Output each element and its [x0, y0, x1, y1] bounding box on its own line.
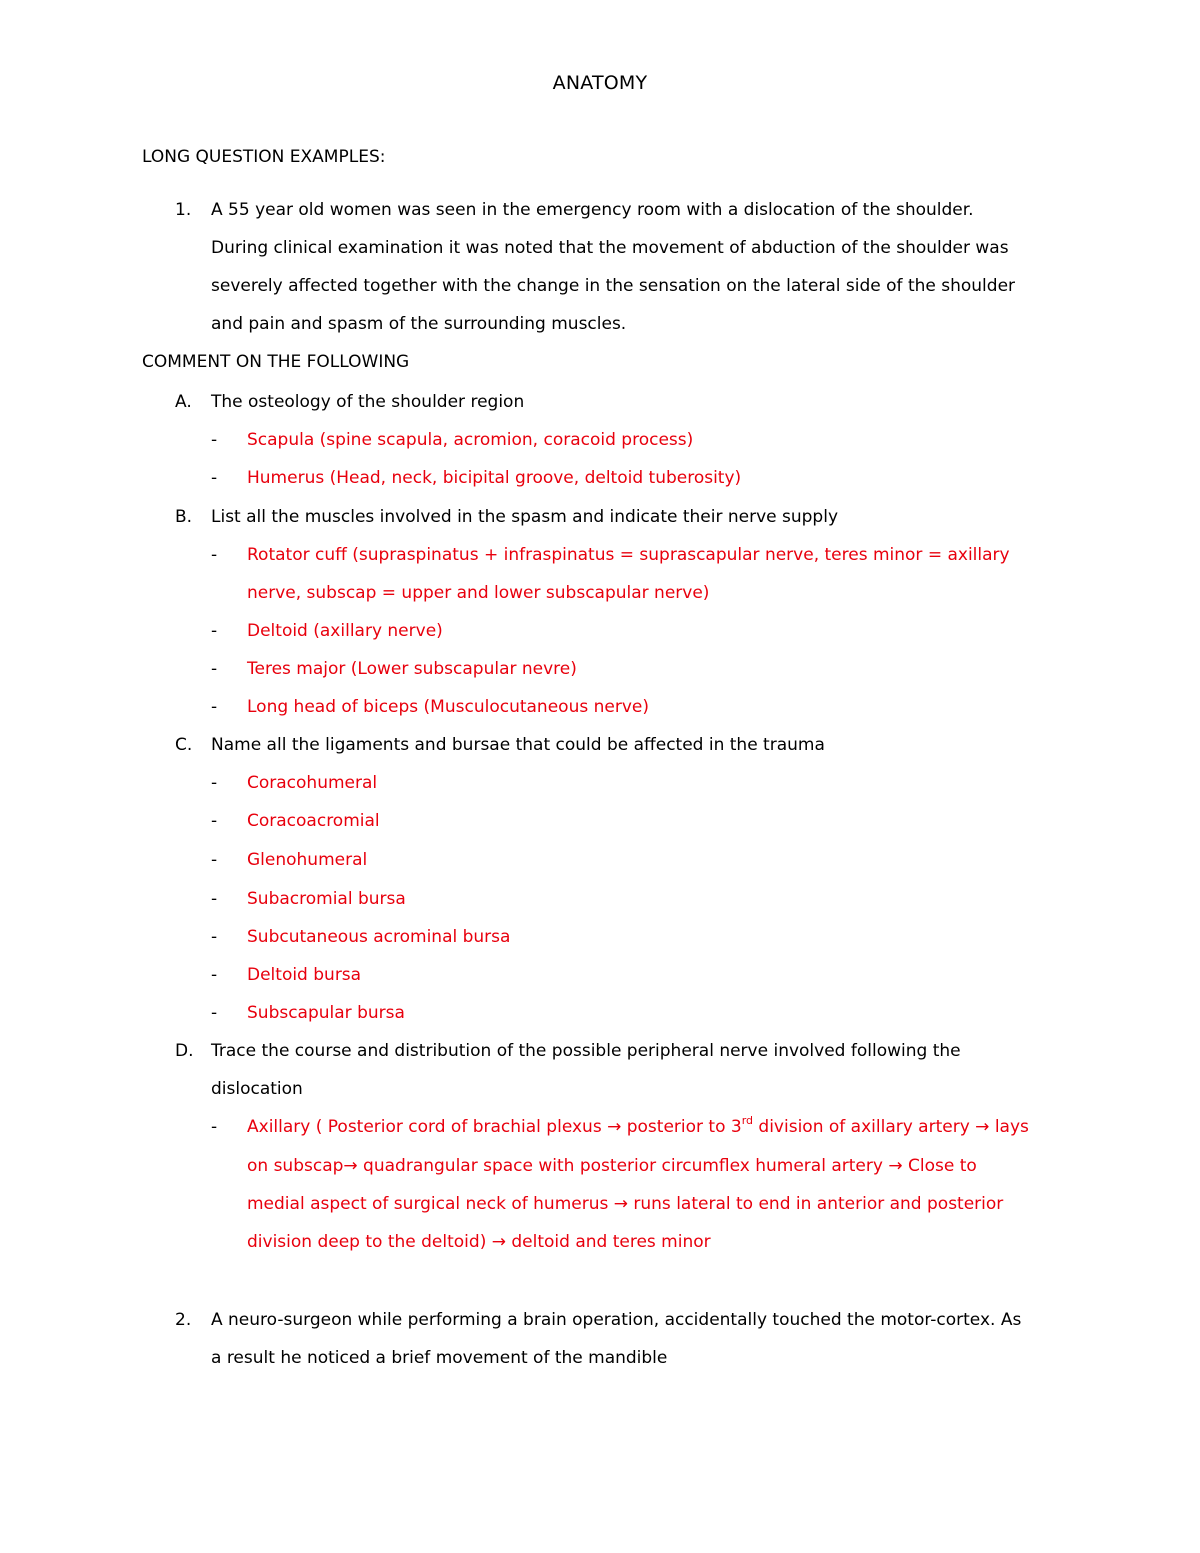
- part-b-answer-4: Long head of biceps (Musculocutaneous nerve): [247, 697, 649, 717]
- part-d-answer-line-1: [247, 1116, 1029, 1138]
- bullet-dash: -: [211, 1117, 218, 1137]
- part-d-answer-line-1a: Axillary ( Posterior cord of brachial plexus → posterior to 3: [247, 1117, 742, 1137]
- question-1-line-3: severely affected together with the change in the sensation on the lateral side of the shoulder: [211, 276, 1016, 296]
- bullet-dash: -: [211, 889, 218, 909]
- bullet-dash: -: [211, 811, 218, 831]
- part-d-answer-line-3: medial aspect of surgical neck of humerus → runs lateral to end in anterior and posterior: [247, 1194, 1004, 1214]
- section-heading: LONG QUESTION EXAMPLES:: [142, 147, 386, 167]
- part-c-question: Name all the ligaments and bursae that could be affected in the trauma: [211, 735, 825, 755]
- bullet-dash: -: [211, 545, 218, 565]
- bullet-dash: -: [211, 850, 218, 870]
- bullet-dash: -: [211, 468, 218, 488]
- part-b-answer-2: Deltoid (axillary nerve): [247, 621, 443, 641]
- part-d-letter: D.: [175, 1041, 194, 1061]
- part-d-answer-line-2: on subscap→ quadrangular space with posterior circumflex humeral artery → Close to: [247, 1156, 977, 1176]
- question-1-line-2: During clinical examination it was noted that the movement of abduction of the shoulder was: [211, 238, 1009, 258]
- question-2-line-2: a result he noticed a brief movement of the mandible: [211, 1348, 668, 1368]
- bullet-dash: -: [211, 773, 218, 793]
- part-c-answer-6: Deltoid bursa: [247, 965, 362, 985]
- bullet-dash: -: [211, 927, 218, 947]
- bullet-dash: -: [211, 1003, 218, 1023]
- question-1-number: 1.: [175, 200, 192, 220]
- bullet-dash: -: [211, 621, 218, 641]
- bullet-dash: -: [211, 430, 218, 450]
- part-b-letter: B.: [175, 507, 193, 527]
- part-a-letter: A.: [175, 392, 192, 412]
- part-c-answer-3: Glenohumeral: [247, 850, 368, 870]
- part-a-answer-1: Scapula (spine scapula, acromion, coracoid process): [247, 430, 694, 450]
- part-c-answer-2: Coracoacromial: [247, 811, 380, 831]
- part-b-answer-1-cont: nerve, subscap = upper and lower subscapular nerve): [247, 583, 710, 603]
- part-d-question-line-1: Trace the course and distribution of the possible peripheral nerve involved following the: [211, 1041, 961, 1061]
- part-c-letter: C.: [175, 735, 193, 755]
- part-c-answer-4: Subacromial bursa: [247, 889, 406, 909]
- question-2-number: 2.: [175, 1310, 192, 1330]
- document-title: ANATOMY: [552, 72, 648, 94]
- bullet-dash: -: [211, 697, 218, 717]
- ordinal-superscript: rd: [741, 1114, 754, 1128]
- part-d-answer-line-4: division deep to the deltoid) → deltoid and teres minor: [247, 1232, 711, 1252]
- part-c-answer-7: Subscapular bursa: [247, 1003, 405, 1023]
- part-b-answer-3: Teres major (Lower subscapular nevre): [247, 659, 577, 679]
- part-a-question: The osteology of the shoulder region: [211, 392, 525, 412]
- part-c-answer-1: Coracohumeral: [247, 773, 378, 793]
- question-1-line-1: A 55 year old women was seen in the emergency room with a dislocation of the shoulder.: [211, 200, 974, 220]
- part-b-question: List all the muscles involved in the spasm and indicate their nerve supply: [211, 507, 839, 527]
- comment-heading: COMMENT ON THE FOLLOWING: [142, 352, 410, 372]
- bullet-dash: -: [211, 659, 218, 679]
- bullet-dash: -: [211, 965, 218, 985]
- part-d-answer-line-1b: division of axillary artery → lays: [753, 1117, 1029, 1137]
- question-2-line-1: A neuro-surgeon while performing a brain operation, accidentally touched the motor-cortex. As: [211, 1310, 1022, 1330]
- part-d-question-line-2: dislocation: [211, 1079, 303, 1099]
- part-b-answer-1: Rotator cuff (supraspinatus + infraspinatus = suprascapular nerve, teres minor = axillary: [247, 545, 1010, 565]
- part-c-answer-5: Subcutaneous acrominal bursa: [247, 927, 511, 947]
- part-a-answer-2: Humerus (Head, neck, bicipital groove, deltoid tuberosity): [247, 468, 742, 488]
- question-1-line-4: and pain and spasm of the surrounding muscles.: [211, 314, 627, 334]
